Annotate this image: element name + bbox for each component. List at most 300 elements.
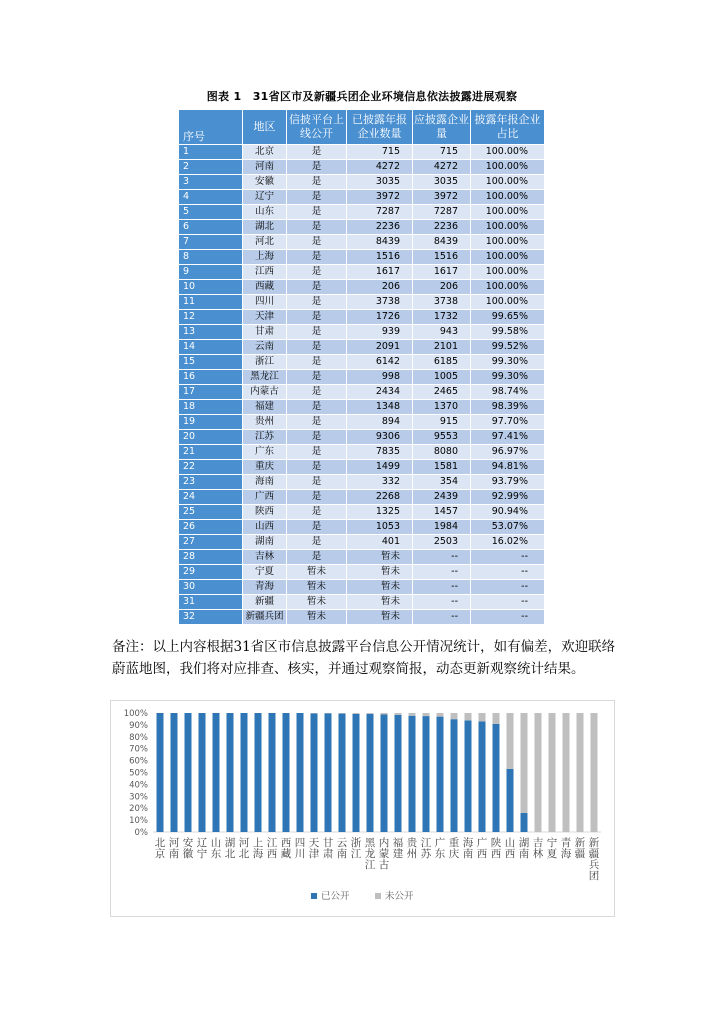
row-platform-online: 是	[287, 280, 347, 295]
row-platform-online: 是	[287, 310, 347, 325]
x-tick-label-char: 西	[490, 848, 502, 860]
x-tick-label-char: 北	[154, 837, 166, 849]
row-required-count: 943	[413, 325, 471, 340]
x-tick-label-char: 江	[420, 837, 432, 849]
row-disclosed-count: 6142	[347, 355, 413, 370]
table-caption: 图表 1 31省区市及新疆兵团企业环境信息依法披露进展观察	[206, 90, 518, 103]
row-disclosure-ratio: 16.02%	[471, 535, 545, 550]
row-disclosed-count: 3972	[347, 190, 413, 205]
row-disclosure-ratio: 100.00%	[471, 265, 545, 280]
row-disclosure-ratio: 94.81%	[471, 460, 545, 475]
row-index: 11	[179, 295, 243, 310]
row-platform-online: 是	[287, 205, 347, 220]
row-region: 上海	[243, 250, 287, 265]
row-disclosed-count: 暂未	[347, 580, 413, 595]
x-tick-label-char: 海	[252, 848, 264, 860]
table-row	[179, 430, 545, 445]
row-disclosure-ratio: --	[471, 550, 545, 565]
table-row	[179, 475, 545, 490]
row-disclosed-count: 1726	[347, 310, 413, 325]
bar-disclosed	[241, 713, 248, 832]
row-region: 山东	[243, 205, 287, 220]
y-tick-label: 40%	[129, 780, 148, 791]
row-disclosure-ratio: 100.00%	[471, 250, 545, 265]
bar-undisclosed	[563, 713, 570, 832]
row-disclosure-ratio: 97.41%	[471, 430, 545, 445]
table-row	[179, 595, 545, 610]
row-disclosure-ratio: 99.58%	[471, 325, 545, 340]
y-tick-label: 60%	[129, 756, 148, 767]
bar-disclosed	[297, 713, 304, 832]
disclosure-chart	[110, 700, 615, 917]
row-disclosed-count: 206	[347, 280, 413, 295]
row-required-count: 8439	[413, 235, 471, 250]
legend-swatch-disclosed	[311, 893, 317, 899]
row-index: 17	[179, 385, 243, 400]
table-row	[179, 520, 545, 535]
row-disclosure-ratio: --	[471, 565, 545, 580]
row-index: 9	[179, 265, 243, 280]
row-region: 江西	[243, 265, 287, 280]
table-row	[179, 280, 545, 295]
bar-disclosed	[157, 713, 164, 832]
row-index: 21	[179, 445, 243, 460]
x-tick-label-char: 浙	[350, 837, 362, 849]
row-index: 27	[179, 535, 243, 550]
row-platform-online: 是	[287, 145, 347, 160]
x-tick-label-char: 南	[518, 848, 530, 860]
x-tick-label-char: 疆	[588, 848, 600, 860]
row-required-count: 2236	[413, 220, 471, 235]
row-index: 3	[179, 175, 243, 190]
row-platform-online: 暂未	[287, 580, 347, 595]
table-row	[179, 145, 545, 160]
y-tick-label: 80%	[129, 732, 148, 743]
row-disclosure-ratio: 100.00%	[471, 160, 545, 175]
x-tick-label-char: 广	[434, 837, 446, 849]
row-region: 黑龙江	[243, 370, 287, 385]
table-row	[179, 370, 545, 385]
row-platform-online: 是	[287, 385, 347, 400]
row-index: 16	[179, 370, 243, 385]
row-platform-online: 是	[287, 220, 347, 235]
x-tick-label-char: 肃	[322, 848, 334, 860]
row-index: 5	[179, 205, 243, 220]
table-row	[179, 175, 545, 190]
row-region: 重庆	[243, 460, 287, 475]
row-required-count: --	[413, 565, 471, 580]
bar-disclosed	[185, 713, 192, 832]
bar-disclosed	[269, 713, 276, 832]
row-region: 湖南	[243, 535, 287, 550]
row-disclosure-ratio: 98.74%	[471, 385, 545, 400]
bar-undisclosed	[395, 713, 402, 715]
row-required-count: --	[413, 580, 471, 595]
table-header	[179, 110, 545, 145]
row-region: 西藏	[243, 280, 287, 295]
x-tick-label-char: 川	[294, 848, 306, 860]
header-index: 序号	[179, 110, 243, 145]
row-region: 天津	[243, 310, 287, 325]
bar-disclosed	[395, 715, 402, 832]
bar-disclosed	[171, 713, 178, 832]
row-required-count: 1516	[413, 250, 471, 265]
x-tick-label-char: 南	[168, 848, 180, 860]
x-tick-label-char: 四	[294, 837, 306, 849]
row-region: 河南	[243, 160, 287, 175]
y-tick-label: 100%	[123, 709, 148, 719]
row-disclosed-count: 暂未	[347, 565, 413, 580]
row-platform-online: 是	[287, 475, 347, 490]
row-region: 湖北	[243, 220, 287, 235]
row-disclosure-ratio: 93.79%	[471, 475, 545, 490]
x-tick-label-char: 龙	[364, 848, 376, 860]
row-index: 24	[179, 490, 243, 505]
y-tick-label: 0%	[134, 828, 148, 838]
row-disclosure-ratio: --	[471, 580, 545, 595]
row-platform-online: 是	[287, 535, 347, 550]
table-row	[179, 565, 545, 580]
legend-swatch-undisclosed	[375, 893, 381, 899]
bar-disclosed	[213, 713, 220, 832]
row-region: 吉林	[243, 550, 287, 565]
row-platform-online: 是	[287, 160, 347, 175]
row-required-count: 2439	[413, 490, 471, 505]
row-required-count: 2101	[413, 340, 471, 355]
row-required-count: 1617	[413, 265, 471, 280]
row-required-count: 3738	[413, 295, 471, 310]
x-tick-label-char: 内	[378, 837, 390, 849]
x-tick-label-char: 云	[336, 837, 348, 849]
x-tick-label-char: 西	[266, 848, 278, 860]
row-index: 18	[179, 400, 243, 415]
x-tick-label-char: 湖	[518, 837, 530, 849]
x-tick-label-char: 福	[392, 837, 404, 849]
row-index: 15	[179, 355, 243, 370]
y-tick-label: 70%	[129, 744, 148, 755]
row-disclosure-ratio: --	[471, 595, 545, 610]
row-disclosure-ratio: 97.70%	[471, 415, 545, 430]
chart-canvas	[111, 701, 614, 916]
x-tick-label-char: 蒙	[378, 848, 390, 860]
row-disclosed-count: 332	[347, 475, 413, 490]
bar-disclosed	[353, 714, 360, 832]
x-tick-label-char: 甘	[322, 837, 334, 849]
row-required-count: 4272	[413, 160, 471, 175]
row-disclosed-count: 2268	[347, 490, 413, 505]
row-region: 四川	[243, 295, 287, 310]
row-platform-online: 是	[287, 340, 347, 355]
bar-undisclosed	[451, 713, 458, 719]
row-platform-online: 是	[287, 190, 347, 205]
x-tick-label-char: 古	[378, 859, 390, 871]
row-index: 20	[179, 430, 243, 445]
row-disclosed-count: 1516	[347, 250, 413, 265]
y-tick-label: 50%	[129, 768, 148, 779]
row-index: 7	[179, 235, 243, 250]
x-tick-label-char: 新	[588, 837, 600, 849]
row-platform-online: 是	[287, 325, 347, 340]
row-required-count: 6185	[413, 355, 471, 370]
row-index: 10	[179, 280, 243, 295]
bar-undisclosed	[465, 713, 472, 720]
table-row	[179, 460, 545, 475]
bar-disclosed	[255, 713, 262, 832]
x-tick-label-char: 上	[252, 837, 264, 849]
row-region: 福建	[243, 400, 287, 415]
x-tick-label-char: 天	[308, 837, 320, 849]
footnote: 备注：以上内容根据31省区市信息披露平台信息公开情况统计，如有偏差，欢迎联络蔚蓝地图，我们将对应排查、核实，并通过观察简报，动态更新观察统计结果。	[112, 639, 616, 677]
bar-undisclosed	[339, 713, 346, 714]
row-region: 北京	[243, 145, 287, 160]
row-disclosed-count: 2236	[347, 220, 413, 235]
row-index: 22	[179, 460, 243, 475]
bar-undisclosed	[549, 713, 556, 832]
row-region: 广东	[243, 445, 287, 460]
row-required-count: 3035	[413, 175, 471, 190]
row-index: 6	[179, 220, 243, 235]
legend-label-undisclosed: 未公开	[385, 891, 414, 902]
row-disclosure-ratio: 100.00%	[471, 175, 545, 190]
row-index: 4	[179, 190, 243, 205]
row-disclosed-count: 894	[347, 415, 413, 430]
row-disclosed-count: 2091	[347, 340, 413, 355]
x-tick-label-char: 吉	[532, 837, 544, 849]
table-row	[179, 205, 545, 220]
x-tick-label-char: 江	[266, 837, 278, 849]
table-row	[179, 580, 545, 595]
row-platform-online: 是	[287, 370, 347, 385]
x-tick-label-char: 疆	[574, 848, 586, 860]
bar-undisclosed	[521, 713, 528, 813]
bar-undisclosed	[507, 713, 514, 769]
row-index: 2	[179, 160, 243, 175]
bar-disclosed	[199, 713, 206, 832]
row-disclosed-count: 暂未	[347, 610, 413, 625]
row-required-count: 1005	[413, 370, 471, 385]
row-disclosed-count: 8439	[347, 235, 413, 250]
row-index: 25	[179, 505, 243, 520]
bar-undisclosed	[479, 713, 486, 721]
row-disclosed-count: 3738	[347, 295, 413, 310]
x-tick-label-char: 黑	[364, 837, 376, 849]
row-index: 30	[179, 580, 243, 595]
bar-disclosed	[339, 714, 346, 832]
row-index: 13	[179, 325, 243, 340]
x-tick-label-char: 北	[224, 848, 236, 860]
x-tick-label-char: 徽	[182, 848, 194, 860]
header-required-count: 应披露企业量	[413, 110, 471, 145]
row-region: 宁夏	[243, 565, 287, 580]
x-tick-label-char: 藏	[280, 848, 292, 860]
row-platform-online: 暂未	[287, 595, 347, 610]
row-platform-online: 是	[287, 355, 347, 370]
disclosure-table	[178, 109, 545, 625]
bar-disclosed	[227, 713, 234, 832]
table-row	[179, 400, 545, 415]
table-row	[179, 325, 545, 340]
header-disclosed-count: 已披露年报企业数量	[347, 110, 413, 145]
header-region: 地区	[243, 110, 287, 145]
row-platform-online: 暂未	[287, 565, 347, 580]
row-region: 内蒙古	[243, 385, 287, 400]
row-region: 辽宁	[243, 190, 287, 205]
table-row	[179, 340, 545, 355]
row-disclosed-count: 1053	[347, 520, 413, 535]
row-disclosed-count: 939	[347, 325, 413, 340]
row-disclosed-count: 1499	[347, 460, 413, 475]
row-disclosed-count: 3035	[347, 175, 413, 190]
x-tick-label-char: 州	[406, 848, 418, 860]
x-tick-label-char: 东	[434, 848, 446, 860]
x-tick-label-char: 河	[238, 837, 250, 849]
row-platform-online: 是	[287, 520, 347, 535]
x-tick-label-char: 宁	[546, 837, 558, 849]
x-tick-label-char: 重	[448, 837, 460, 849]
row-disclosed-count: 4272	[347, 160, 413, 175]
row-required-count: 2465	[413, 385, 471, 400]
row-index: 29	[179, 565, 243, 580]
row-disclosed-count: 9306	[347, 430, 413, 445]
row-index: 23	[179, 475, 243, 490]
table-row	[179, 490, 545, 505]
table-row	[179, 355, 545, 370]
table-row	[179, 535, 545, 550]
bar-disclosed	[451, 719, 458, 832]
bar-undisclosed	[577, 713, 584, 832]
row-platform-online: 暂未	[287, 610, 347, 625]
x-tick-label-char: 宁	[196, 848, 208, 860]
bar-disclosed	[521, 813, 528, 832]
x-tick-label-char: 建	[392, 848, 404, 860]
row-disclosure-ratio: 99.65%	[471, 310, 545, 325]
row-disclosure-ratio: 100.00%	[471, 220, 545, 235]
x-tick-label-char: 京	[154, 848, 166, 860]
x-tick-label-char: 河	[168, 837, 180, 849]
row-required-count: 715	[413, 145, 471, 160]
row-platform-online: 是	[287, 460, 347, 475]
row-region: 新疆	[243, 595, 287, 610]
row-required-count: 8080	[413, 445, 471, 460]
row-index: 28	[179, 550, 243, 565]
row-platform-online: 是	[287, 265, 347, 280]
bar-disclosed	[437, 717, 444, 832]
row-disclosure-ratio: 99.30%	[471, 355, 545, 370]
row-disclosed-count: 715	[347, 145, 413, 160]
row-disclosure-ratio: --	[471, 610, 545, 625]
row-region: 安徽	[243, 175, 287, 190]
row-region: 江苏	[243, 430, 287, 445]
row-region: 云南	[243, 340, 287, 355]
row-region: 广西	[243, 490, 287, 505]
x-tick-label-char: 陕	[490, 837, 502, 849]
table-row	[179, 295, 545, 310]
legend-label-disclosed: 已公开	[321, 891, 350, 902]
row-required-count: 7287	[413, 205, 471, 220]
bar-disclosed	[381, 714, 388, 832]
table-row	[179, 415, 545, 430]
table-row	[179, 310, 545, 325]
row-platform-online: 是	[287, 235, 347, 250]
row-disclosed-count: 暂未	[347, 595, 413, 610]
table-row	[179, 550, 545, 565]
row-region: 浙江	[243, 355, 287, 370]
table-row	[179, 610, 545, 625]
header-disclosure-ratio: 披露年报企业占比	[471, 110, 545, 145]
row-platform-online: 是	[287, 400, 347, 415]
row-platform-online: 是	[287, 175, 347, 190]
x-tick-label-char: 团	[588, 870, 600, 882]
bar-undisclosed	[423, 713, 430, 716]
x-tick-label-char: 西	[280, 837, 292, 849]
row-platform-online: 是	[287, 430, 347, 445]
row-disclosure-ratio: 98.39%	[471, 400, 545, 415]
table-body	[179, 145, 545, 625]
row-region: 陕西	[243, 505, 287, 520]
x-tick-label-char: 辽	[196, 837, 208, 849]
table-row	[179, 265, 545, 280]
table-row	[179, 385, 545, 400]
row-required-count: 1457	[413, 505, 471, 520]
row-disclosed-count: 1617	[347, 265, 413, 280]
row-required-count: 9553	[413, 430, 471, 445]
x-tick-label-char: 山	[504, 837, 516, 849]
bar-disclosed	[507, 769, 514, 832]
bar-disclosed	[283, 713, 290, 832]
bar-disclosed	[423, 716, 430, 832]
row-index: 8	[179, 250, 243, 265]
row-disclosure-ratio: 90.94%	[471, 505, 545, 520]
row-required-count: 1370	[413, 400, 471, 415]
row-required-count: 206	[413, 280, 471, 295]
row-required-count: --	[413, 610, 471, 625]
bar-undisclosed	[437, 713, 444, 717]
x-tick-label-char: 贵	[406, 837, 418, 849]
x-tick-label-char: 庆	[448, 848, 460, 860]
x-tick-label-char: 海	[462, 837, 474, 849]
row-platform-online: 是	[287, 415, 347, 430]
bar-undisclosed	[381, 713, 388, 714]
x-tick-label-char: 湖	[224, 837, 236, 849]
x-tick-label-char: 林	[532, 848, 544, 860]
x-tick-label-char: 西	[504, 848, 516, 860]
row-disclosure-ratio: 100.00%	[471, 295, 545, 310]
x-tick-label-char: 南	[336, 848, 348, 860]
y-tick-label: 10%	[129, 816, 148, 827]
y-tick-label: 90%	[129, 720, 148, 731]
row-disclosure-ratio: 53.07%	[471, 520, 545, 535]
x-tick-label-char: 青	[560, 837, 572, 849]
table-row	[179, 160, 545, 175]
x-tick-label-char: 兵	[588, 859, 600, 871]
row-platform-online: 是	[287, 490, 347, 505]
row-region: 新疆兵团	[243, 610, 287, 625]
row-platform-online: 是	[287, 250, 347, 265]
bar-disclosed	[493, 724, 500, 832]
bar-disclosed	[465, 720, 472, 832]
row-disclosed-count: 998	[347, 370, 413, 385]
row-required-count: 354	[413, 475, 471, 490]
x-tick-label-char: 海	[560, 848, 572, 860]
row-disclosed-count: 7835	[347, 445, 413, 460]
row-disclosed-count: 7287	[347, 205, 413, 220]
row-index: 32	[179, 610, 243, 625]
x-tick-label-char: 东	[210, 848, 222, 860]
bar-undisclosed	[591, 713, 598, 832]
x-tick-label-char: 广	[476, 837, 488, 849]
row-region: 海南	[243, 475, 287, 490]
table-row	[179, 220, 545, 235]
